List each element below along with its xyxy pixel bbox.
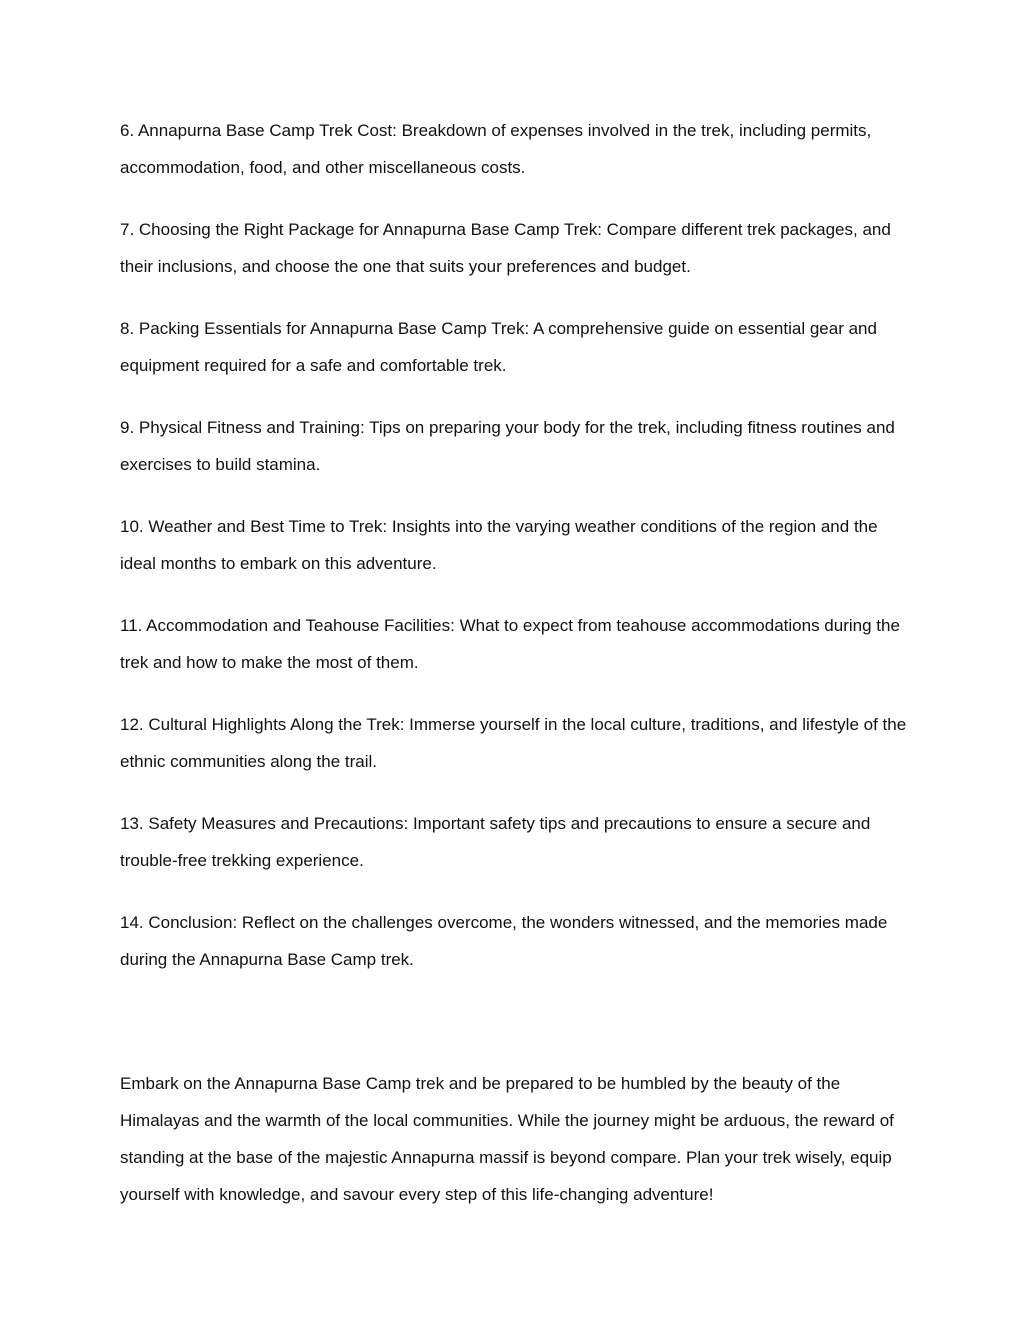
list-item-cost: 6. Annapurna Base Camp Trek Cost: Breakdown of expenses involved in the trek, including permits, accommodation, food, and other miscellaneous costs.	[120, 121, 872, 177]
list-item-safety: 13. Safety Measures and Precautions: Important safety tips and precautions to ensure a secure and trouble-free trekking experience.	[120, 814, 871, 870]
closing-paragraph: Embark on the Annapurna Base Camp trek and be prepared to be humbled by the beauty of the Himalayas and the warmth of the local communities. While the journey might be arduous, the reward of standing at the base of the majestic Annapurna massif is beyond compare. Plan your trek wisely, equip yourself with knowledge, and savour every step of this life-changing adventure!	[120, 1074, 894, 1204]
list-item-package: 7. Choosing the Right Package for Annapurna Base Camp Trek: Compare different trek packages, and their inclusions, and choose the one that suits your preferences and budget.	[120, 220, 891, 276]
list-item-conclusion: 14. Conclusion: Reflect on the challenges overcome, the wonders witnessed, and the memories made during the Annapurna Base Camp trek.	[120, 913, 888, 969]
list-item-fitness: 9. Physical Fitness and Training: Tips on preparing your body for the trek, including fitness routines and exercises to build stamina.	[120, 418, 895, 474]
list-item-weather: 10. Weather and Best Time to Trek: Insights into the varying weather conditions of the region and the ideal months to embark on this adventure.	[120, 517, 878, 573]
list-item-packing: 8. Packing Essentials for Annapurna Base Camp Trek: A comprehensive guide on essential gear and equipment required for a safe and comfortable trek.	[120, 319, 877, 375]
section-gap	[120, 1003, 910, 1065]
list-item-accommodation: 11. Accommodation and Teahouse Facilities: What to expect from teahouse accommodations during the trek and how to make the most of them.	[120, 616, 900, 672]
document-body	[120, 112, 910, 1213]
list-item-culture: 12. Cultural Highlights Along the Trek: Immerse yourself in the local culture, traditions, and lifestyle of the ethnic communities along the trail.	[120, 715, 907, 771]
